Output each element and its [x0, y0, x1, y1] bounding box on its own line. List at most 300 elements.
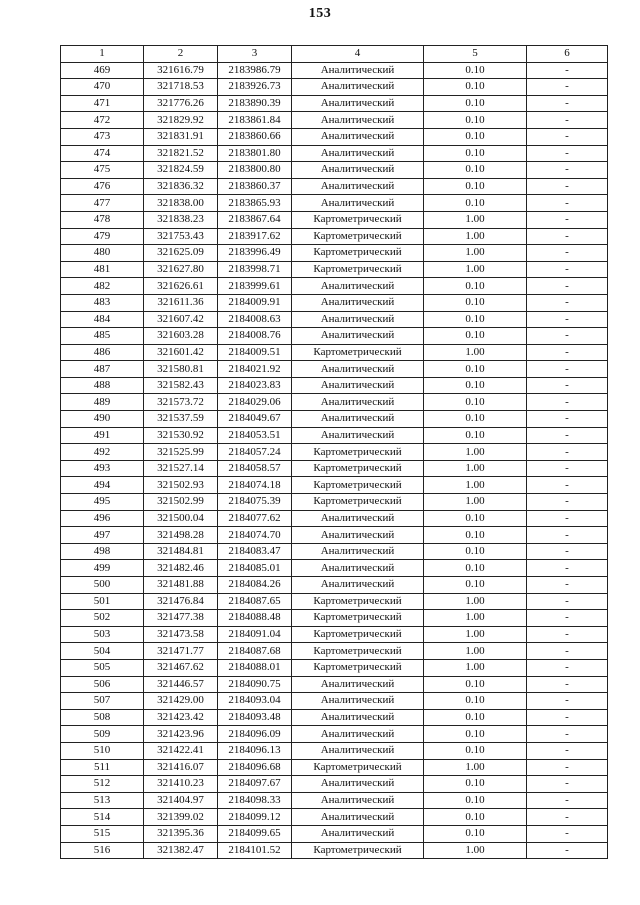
cell-point-number: 490	[61, 411, 144, 428]
cell-method: Картометрический	[292, 228, 424, 245]
cell-method: Картометрический	[292, 759, 424, 776]
cell-note: -	[527, 842, 608, 859]
table-row	[61, 62, 608, 79]
table-row	[61, 411, 608, 428]
table-row	[61, 593, 608, 610]
cell-accuracy: 0.10	[424, 145, 527, 162]
table-row	[61, 245, 608, 262]
table-row	[61, 95, 608, 112]
column-header-accuracy: 5	[424, 46, 527, 63]
cell-accuracy: 0.10	[424, 427, 527, 444]
table-row	[61, 460, 608, 477]
cell-accuracy: 1.00	[424, 593, 527, 610]
cell-x: 321616.79	[144, 62, 218, 79]
cell-point-number: 476	[61, 178, 144, 195]
cell-note: -	[527, 709, 608, 726]
cell-x: 321838.23	[144, 211, 218, 228]
cell-point-number: 470	[61, 79, 144, 96]
cell-accuracy: 0.10	[424, 112, 527, 129]
cell-method: Аналитический	[292, 361, 424, 378]
cell-note: -	[527, 543, 608, 560]
cell-x: 321603.28	[144, 328, 218, 345]
cell-point-number: 494	[61, 477, 144, 494]
cell-x: 321498.28	[144, 527, 218, 544]
cell-y: 2183986.79	[218, 62, 292, 79]
cell-method: Аналитический	[292, 726, 424, 743]
cell-point-number: 511	[61, 759, 144, 776]
cell-x: 321626.61	[144, 278, 218, 295]
cell-y: 2184057.24	[218, 444, 292, 461]
cell-accuracy: 0.10	[424, 178, 527, 195]
cell-x: 321429.00	[144, 693, 218, 710]
cell-x: 321776.26	[144, 95, 218, 112]
cell-y: 2183860.66	[218, 128, 292, 145]
cell-method: Аналитический	[292, 693, 424, 710]
cell-y: 2184053.51	[218, 427, 292, 444]
cell-method: Аналитический	[292, 676, 424, 693]
table-row	[61, 195, 608, 212]
cell-accuracy: 0.10	[424, 62, 527, 79]
cell-accuracy: 0.10	[424, 543, 527, 560]
cell-x: 321829.92	[144, 112, 218, 129]
cell-method: Картометрический	[292, 593, 424, 610]
cell-note: -	[527, 444, 608, 461]
cell-point-number: 515	[61, 825, 144, 842]
table-row	[61, 178, 608, 195]
table-row	[61, 328, 608, 345]
table-row	[61, 825, 608, 842]
cell-method: Картометрический	[292, 444, 424, 461]
cell-note: -	[527, 593, 608, 610]
cell-accuracy: 0.10	[424, 527, 527, 544]
cell-method: Аналитический	[292, 543, 424, 560]
cell-x: 321476.84	[144, 593, 218, 610]
cell-point-number: 495	[61, 494, 144, 511]
cell-note: -	[527, 278, 608, 295]
cell-accuracy: 0.10	[424, 742, 527, 759]
cell-accuracy: 0.10	[424, 792, 527, 809]
cell-point-number: 487	[61, 361, 144, 378]
cell-note: -	[527, 394, 608, 411]
table-row	[61, 776, 608, 793]
cell-accuracy: 0.10	[424, 361, 527, 378]
cell-accuracy: 0.10	[424, 95, 527, 112]
cell-y: 2184009.91	[218, 294, 292, 311]
cell-x: 321502.93	[144, 477, 218, 494]
cell-x: 321422.41	[144, 742, 218, 759]
table-row	[61, 228, 608, 245]
cell-accuracy: 0.10	[424, 411, 527, 428]
cell-x: 321525.99	[144, 444, 218, 461]
cell-note: -	[527, 626, 608, 643]
cell-note: -	[527, 726, 608, 743]
cell-y: 2184009.51	[218, 344, 292, 361]
cell-note: -	[527, 659, 608, 676]
cell-x: 321601.42	[144, 344, 218, 361]
cell-y: 2183999.61	[218, 278, 292, 295]
cell-note: -	[527, 477, 608, 494]
cell-note: -	[527, 825, 608, 842]
table-row	[61, 742, 608, 759]
cell-point-number: 501	[61, 593, 144, 610]
table-row	[61, 311, 608, 328]
cell-y: 2184075.39	[218, 494, 292, 511]
table-row	[61, 361, 608, 378]
column-header-y: 3	[218, 46, 292, 63]
cell-accuracy: 1.00	[424, 460, 527, 477]
table-row	[61, 494, 608, 511]
cell-accuracy: 0.10	[424, 394, 527, 411]
cell-point-number: 503	[61, 626, 144, 643]
table-header	[61, 46, 608, 63]
cell-accuracy: 1.00	[424, 228, 527, 245]
cell-x: 321580.81	[144, 361, 218, 378]
cell-accuracy: 1.00	[424, 759, 527, 776]
cell-x: 321607.42	[144, 311, 218, 328]
cell-method: Аналитический	[292, 112, 424, 129]
cell-method: Аналитический	[292, 792, 424, 809]
cell-note: -	[527, 809, 608, 826]
table-row	[61, 344, 608, 361]
cell-point-number: 514	[61, 809, 144, 826]
cell-method: Аналитический	[292, 278, 424, 295]
table-row	[61, 477, 608, 494]
cell-point-number: 480	[61, 245, 144, 262]
cell-x: 321821.52	[144, 145, 218, 162]
cell-method: Картометрический	[292, 494, 424, 511]
cell-point-number: 469	[61, 62, 144, 79]
cell-point-number: 489	[61, 394, 144, 411]
table-row	[61, 294, 608, 311]
cell-y: 2184099.65	[218, 825, 292, 842]
cell-point-number: 496	[61, 510, 144, 527]
cell-method: Аналитический	[292, 294, 424, 311]
cell-point-number: 499	[61, 560, 144, 577]
cell-point-number: 507	[61, 693, 144, 710]
cell-point-number: 491	[61, 427, 144, 444]
cell-x: 321446.57	[144, 676, 218, 693]
cell-accuracy: 1.00	[424, 444, 527, 461]
cell-accuracy: 0.10	[424, 809, 527, 826]
cell-point-number: 484	[61, 311, 144, 328]
cell-point-number: 497	[61, 527, 144, 544]
cell-method: Аналитический	[292, 527, 424, 544]
cell-note: -	[527, 245, 608, 262]
cell-accuracy: 0.10	[424, 560, 527, 577]
cell-x: 321627.80	[144, 261, 218, 278]
cell-y: 2184098.33	[218, 792, 292, 809]
cell-note: -	[527, 162, 608, 179]
cell-y: 2184074.70	[218, 527, 292, 544]
cell-point-number: 508	[61, 709, 144, 726]
cell-x: 321416.07	[144, 759, 218, 776]
cell-method: Аналитический	[292, 776, 424, 793]
cell-x: 321477.38	[144, 610, 218, 627]
cell-x: 321502.99	[144, 494, 218, 511]
cell-method: Аналитический	[292, 709, 424, 726]
cell-x: 321473.58	[144, 626, 218, 643]
cell-y: 2184008.76	[218, 328, 292, 345]
cell-method: Аналитический	[292, 427, 424, 444]
cell-note: -	[527, 311, 608, 328]
cell-y: 2183860.37	[218, 178, 292, 195]
cell-note: -	[527, 145, 608, 162]
cell-method: Аналитический	[292, 742, 424, 759]
cell-method: Картометрический	[292, 610, 424, 627]
cell-note: -	[527, 261, 608, 278]
cell-y: 2184058.57	[218, 460, 292, 477]
table-row	[61, 112, 608, 129]
header-row	[61, 46, 608, 63]
cell-x: 321824.59	[144, 162, 218, 179]
cell-y: 2184096.68	[218, 759, 292, 776]
table-row	[61, 842, 608, 859]
table-row	[61, 211, 608, 228]
cell-y: 2183998.71	[218, 261, 292, 278]
cell-y: 2184074.18	[218, 477, 292, 494]
cell-y: 2184023.83	[218, 377, 292, 394]
cell-note: -	[527, 79, 608, 96]
cell-method: Аналитический	[292, 809, 424, 826]
cell-y: 2184021.92	[218, 361, 292, 378]
cell-point-number: 513	[61, 792, 144, 809]
cell-method: Аналитический	[292, 62, 424, 79]
cell-accuracy: 0.10	[424, 676, 527, 693]
cell-accuracy: 0.10	[424, 79, 527, 96]
cell-point-number: 483	[61, 294, 144, 311]
cell-note: -	[527, 95, 608, 112]
cell-x: 321395.36	[144, 825, 218, 842]
cell-x: 321537.59	[144, 411, 218, 428]
cell-method: Аналитический	[292, 510, 424, 527]
cell-note: -	[527, 211, 608, 228]
table-row	[61, 278, 608, 295]
cell-point-number: 479	[61, 228, 144, 245]
cell-accuracy: 0.10	[424, 776, 527, 793]
cell-x: 321481.88	[144, 577, 218, 594]
cell-note: -	[527, 610, 608, 627]
table-row	[61, 759, 608, 776]
cell-y: 2184093.48	[218, 709, 292, 726]
cell-note: -	[527, 228, 608, 245]
cell-method: Картометрический	[292, 460, 424, 477]
cell-accuracy: 0.10	[424, 726, 527, 743]
table-row	[61, 709, 608, 726]
cell-accuracy: 1.00	[424, 245, 527, 262]
cell-method: Картометрический	[292, 626, 424, 643]
cell-note: -	[527, 792, 608, 809]
cell-method: Аналитический	[292, 128, 424, 145]
cell-x: 321382.47	[144, 842, 218, 859]
table-row	[61, 79, 608, 96]
cell-y: 2183926.73	[218, 79, 292, 96]
cell-note: -	[527, 527, 608, 544]
cell-point-number: 481	[61, 261, 144, 278]
cell-note: -	[527, 128, 608, 145]
cell-method: Аналитический	[292, 577, 424, 594]
table-row	[61, 610, 608, 627]
cell-point-number: 475	[61, 162, 144, 179]
cell-y: 2183800.80	[218, 162, 292, 179]
table-row	[61, 427, 608, 444]
cell-accuracy: 0.10	[424, 825, 527, 842]
cell-method: Аналитический	[292, 560, 424, 577]
page-number: 153	[308, 6, 332, 21]
cell-y: 2183861.84	[218, 112, 292, 129]
table-row	[61, 128, 608, 145]
column-header-x: 2	[144, 46, 218, 63]
cell-note: -	[527, 377, 608, 394]
cell-method: Аналитический	[292, 145, 424, 162]
cell-x: 321500.04	[144, 510, 218, 527]
cell-method: Картометрический	[292, 477, 424, 494]
cell-point-number: 488	[61, 377, 144, 394]
cell-point-number: 500	[61, 577, 144, 594]
cell-y: 2184093.04	[218, 693, 292, 710]
cell-accuracy: 0.10	[424, 328, 527, 345]
cell-x: 321838.00	[144, 195, 218, 212]
cell-accuracy: 0.10	[424, 311, 527, 328]
table-row	[61, 261, 608, 278]
cell-accuracy: 1.00	[424, 643, 527, 660]
cell-note: -	[527, 411, 608, 428]
column-header-point-number: 1	[61, 46, 144, 63]
table-row	[61, 577, 608, 594]
cell-accuracy: 0.10	[424, 195, 527, 212]
cell-accuracy: 0.10	[424, 162, 527, 179]
cell-y: 2183801.80	[218, 145, 292, 162]
cell-point-number: 477	[61, 195, 144, 212]
cell-method: Аналитический	[292, 95, 424, 112]
table-row	[61, 510, 608, 527]
table-row	[61, 726, 608, 743]
cell-note: -	[527, 693, 608, 710]
cell-note: -	[527, 560, 608, 577]
cell-method: Аналитический	[292, 311, 424, 328]
cell-x: 321836.32	[144, 178, 218, 195]
cell-accuracy: 0.10	[424, 128, 527, 145]
cell-y: 2184088.48	[218, 610, 292, 627]
cell-method: Картометрический	[292, 842, 424, 859]
cell-note: -	[527, 643, 608, 660]
table-row	[61, 377, 608, 394]
cell-point-number: 482	[61, 278, 144, 295]
cell-x: 321467.62	[144, 659, 218, 676]
cell-note: -	[527, 742, 608, 759]
column-header-note: 6	[527, 46, 608, 63]
cell-x: 321423.96	[144, 726, 218, 743]
cell-x: 321404.97	[144, 792, 218, 809]
cell-x: 321423.42	[144, 709, 218, 726]
cell-point-number: 504	[61, 643, 144, 660]
cell-y: 2184090.75	[218, 676, 292, 693]
cell-method: Аналитический	[292, 825, 424, 842]
cell-x: 321471.77	[144, 643, 218, 660]
cell-method: Аналитический	[292, 411, 424, 428]
cell-x: 321527.14	[144, 460, 218, 477]
cell-point-number: 473	[61, 128, 144, 145]
cell-y: 2184087.65	[218, 593, 292, 610]
cell-method: Картометрический	[292, 643, 424, 660]
cell-point-number: 505	[61, 659, 144, 676]
cell-accuracy: 0.10	[424, 294, 527, 311]
cell-note: -	[527, 759, 608, 776]
cell-y: 2184091.04	[218, 626, 292, 643]
cell-method: Аналитический	[292, 394, 424, 411]
cell-y: 2184049.67	[218, 411, 292, 428]
cell-y: 2184087.68	[218, 643, 292, 660]
cell-point-number: 502	[61, 610, 144, 627]
table-row	[61, 676, 608, 693]
cell-point-number: 472	[61, 112, 144, 129]
cell-accuracy: 0.10	[424, 709, 527, 726]
cell-x: 321484.81	[144, 543, 218, 560]
cell-x: 321573.72	[144, 394, 218, 411]
table-row	[61, 792, 608, 809]
cell-accuracy: 1.00	[424, 261, 527, 278]
coordinates-table	[60, 45, 608, 859]
cell-point-number: 510	[61, 742, 144, 759]
cell-point-number: 516	[61, 842, 144, 859]
cell-y: 2184096.13	[218, 742, 292, 759]
cell-note: -	[527, 178, 608, 195]
table-row	[61, 643, 608, 660]
cell-point-number: 471	[61, 95, 144, 112]
cell-note: -	[527, 195, 608, 212]
cell-y: 2184008.63	[218, 311, 292, 328]
cell-note: -	[527, 344, 608, 361]
cell-point-number: 509	[61, 726, 144, 743]
table-row	[61, 394, 608, 411]
cell-method: Аналитический	[292, 377, 424, 394]
cell-accuracy: 1.00	[424, 610, 527, 627]
cell-point-number: 492	[61, 444, 144, 461]
cell-y: 2184029.06	[218, 394, 292, 411]
cell-y: 2184084.26	[218, 577, 292, 594]
table-row	[61, 527, 608, 544]
table-row	[61, 626, 608, 643]
cell-y: 2183865.93	[218, 195, 292, 212]
cell-accuracy: 1.00	[424, 842, 527, 859]
cell-accuracy: 0.10	[424, 577, 527, 594]
cell-method: Картометрический	[292, 245, 424, 262]
cell-point-number: 486	[61, 344, 144, 361]
table-body	[61, 62, 608, 859]
cell-accuracy: 1.00	[424, 477, 527, 494]
cell-note: -	[527, 510, 608, 527]
cell-note: -	[527, 776, 608, 793]
cell-method: Аналитический	[292, 162, 424, 179]
cell-y: 2183917.62	[218, 228, 292, 245]
table-row	[61, 444, 608, 461]
cell-point-number: 478	[61, 211, 144, 228]
table-row	[61, 693, 608, 710]
cell-accuracy: 0.10	[424, 693, 527, 710]
cell-note: -	[527, 577, 608, 594]
cell-y: 2184101.52	[218, 842, 292, 859]
cell-note: -	[527, 361, 608, 378]
cell-point-number: 506	[61, 676, 144, 693]
cell-y: 2184099.12	[218, 809, 292, 826]
cell-accuracy: 1.00	[424, 344, 527, 361]
cell-method: Аналитический	[292, 328, 424, 345]
cell-accuracy: 0.10	[424, 377, 527, 394]
cell-x: 321482.46	[144, 560, 218, 577]
cell-y: 2184083.47	[218, 543, 292, 560]
cell-y: 2184097.67	[218, 776, 292, 793]
cell-note: -	[527, 427, 608, 444]
cell-x: 321831.91	[144, 128, 218, 145]
